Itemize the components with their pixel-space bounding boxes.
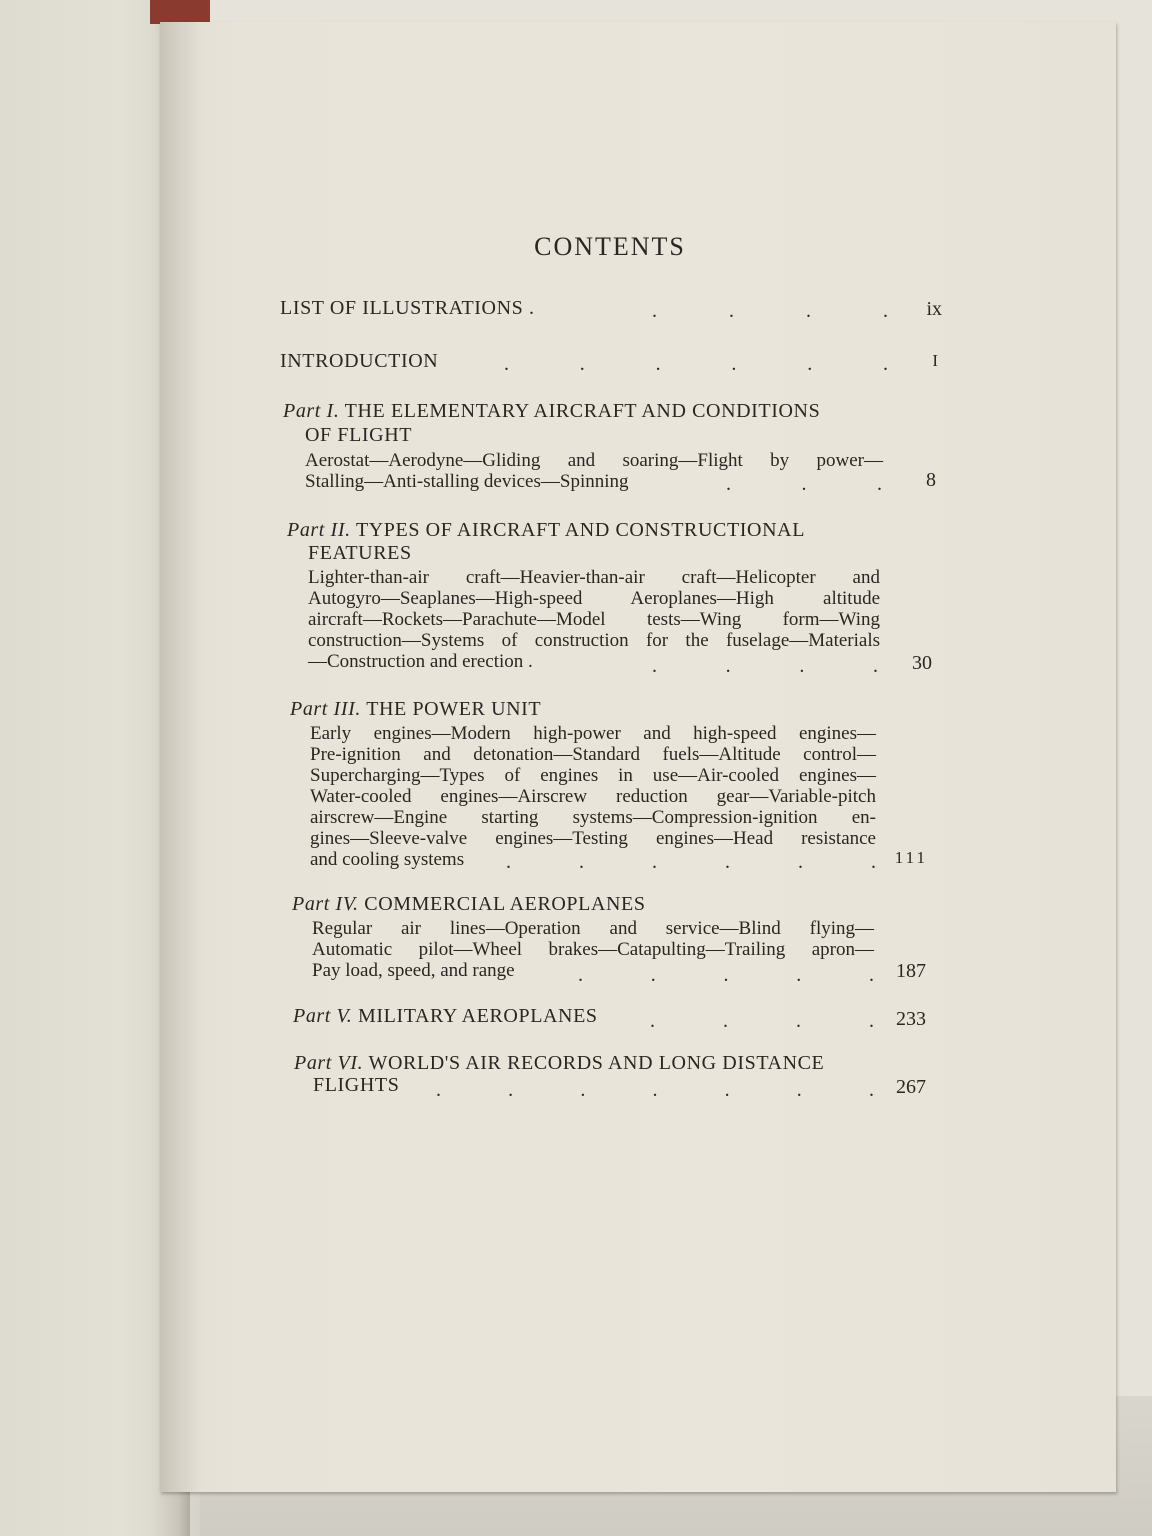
part-label: Part III. — [290, 698, 361, 720]
summary-line: Water-cooled engines—Airscrew reduction gear—Variable-pitch — [310, 786, 876, 807]
part-title: TYPES OF AIRCRAFT AND CONSTRUCTIONAL — [355, 519, 806, 541]
part-title: THE POWER UNIT — [366, 698, 542, 720]
summary-line: Autogyro—Seaplanes—High-speed Aeroplanes—High altitude — [308, 588, 880, 609]
part-title-continued: FEATURES — [308, 542, 412, 564]
summary-line: Lighter-than-air craft—Heavier-than-air craft—Helicopter and — [308, 567, 880, 588]
page-number: 233 — [896, 1008, 926, 1030]
part-title: COMMERCIAL AEROPLANES — [364, 893, 646, 915]
leader-dots: . . . . . . . — [436, 1079, 874, 1101]
page-number: ix — [926, 298, 942, 320]
page-number: 187 — [896, 960, 926, 982]
part-heading — [292, 894, 646, 915]
part-label: Part VI. — [294, 1052, 364, 1074]
summary-line: Early engines—Modern high-power and high-speed engines— — [310, 723, 876, 744]
part-title: MILITARY AEROPLANES — [358, 1005, 598, 1027]
page-title: CONTENTS — [534, 232, 686, 261]
part-summary — [310, 723, 876, 870]
summary-line: construction—Systems of construction for the fuselage—Materials — [308, 630, 880, 651]
page-number: I — [932, 351, 938, 370]
page-number: 267 — [896, 1076, 926, 1098]
page-number: 111 — [894, 848, 928, 867]
summary-line: Aerostat—Aerodyne—Gliding and soaring—Flight by power— — [305, 450, 883, 471]
leader-dots: . . . . — [652, 655, 878, 677]
part-label: Part II. — [287, 519, 351, 541]
part-label: Part V. — [293, 1005, 353, 1027]
part-heading — [290, 699, 541, 720]
summary-line: gines—Sleeve-valve engines—Testing engines—Head resistance — [310, 828, 876, 849]
summary-line: —Construction and erection . — [308, 651, 533, 672]
part-heading — [294, 1053, 824, 1074]
summary-line: Stalling—Anti-stalling devices—Spinning — [305, 471, 629, 492]
summary-line: Pay load, speed, and range — [312, 960, 515, 981]
summary-line: Regular air lines—Operation and service—Blind flying— — [312, 918, 874, 939]
part-heading — [283, 401, 820, 422]
page-number: 8 — [926, 469, 936, 491]
book-cover-edge — [150, 0, 210, 24]
leader-dots: . . . . . . — [504, 353, 888, 375]
toc-entry-illustrations: LIST OF ILLUSTRATIONS . — [280, 297, 535, 319]
part-title: WORLD'S AIR RECORDS AND LONG DISTANCE — [368, 1052, 825, 1074]
part-label: Part IV. — [292, 893, 359, 915]
summary-line: Automatic pilot—Wheel brakes—Catapulting—Trailing apron— — [312, 939, 874, 960]
summary-line: aircraft—Rockets—Parachute—Model tests—Wing form—Wing — [308, 609, 880, 630]
part-heading — [293, 1006, 598, 1027]
summary-line: Supercharging—Types of engines in use—Air-cooled engines— — [310, 765, 876, 786]
summary-line: Pre-ignition and detonation—Standard fuels—Altitude control— — [310, 744, 876, 765]
part-title-continued: OF FLIGHT — [305, 424, 413, 446]
leader-dots: . . . . — [652, 300, 888, 322]
toc-entry-introduction: INTRODUCTION — [280, 350, 439, 372]
leader-dots: . . . — [726, 473, 882, 495]
summary-line: airscrew—Engine starting systems—Compression-ignition en- — [310, 807, 876, 828]
part-title-continued: FLIGHTS — [313, 1074, 400, 1096]
part-label: Part I. — [283, 400, 340, 422]
part-heading — [287, 520, 805, 541]
part-title: THE ELEMENTARY AIRCRAFT AND CONDITIONS — [344, 400, 821, 422]
leader-dots: . . . . . . — [506, 851, 876, 873]
leader-dots: . . . . — [650, 1010, 874, 1032]
summary-line: and cooling systems — [310, 849, 465, 870]
page-number: 30 — [912, 652, 932, 674]
leader-dots: . . . . . — [578, 964, 874, 986]
